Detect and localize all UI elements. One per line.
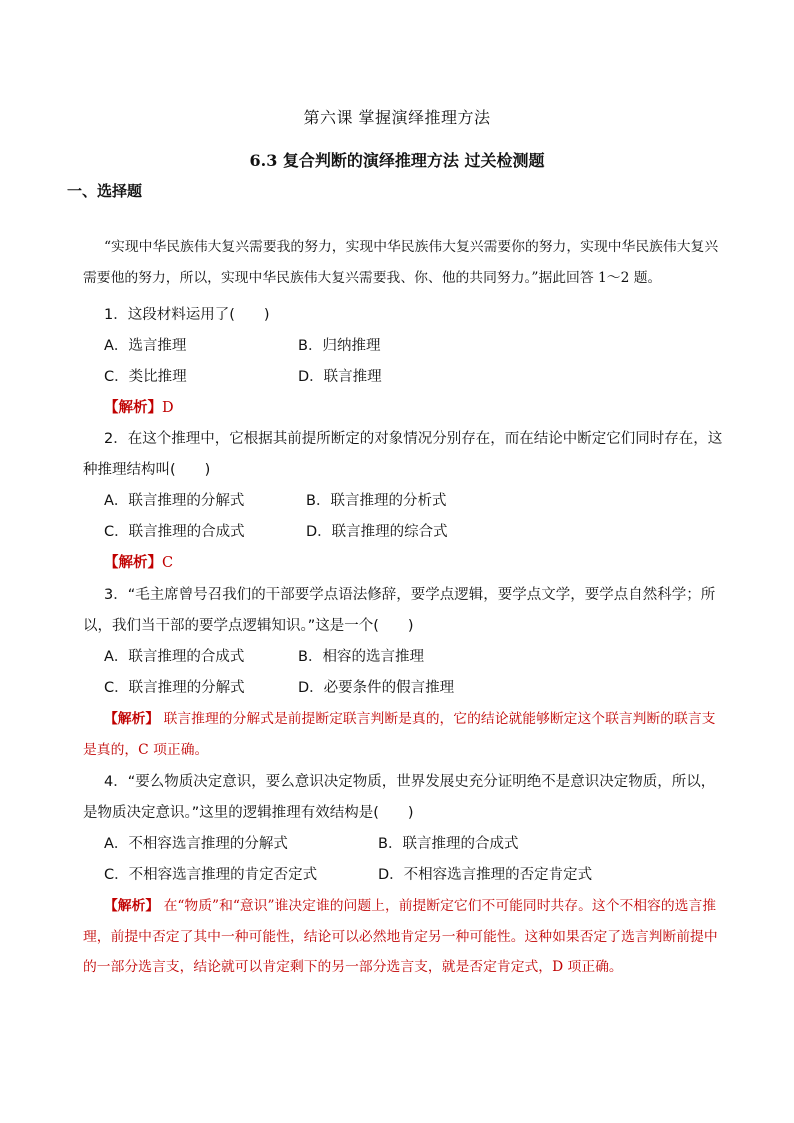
question-4-option-b: B．联言推理的合成式 bbox=[378, 836, 519, 852]
explanation-text: 在“物质”和“意识”谁决定谁的问题上，前提断定它们不可能同时共存。这个不相容的选言推理，前提中否定了其中一种可能性，结论可以必然地肯定另一种可能性。这种如果否定了选言判断前提中的一部分选言支，结论就可以肯定剩下的另一部分选言支，就是否定肯定式，D 项正确。 bbox=[83, 898, 718, 975]
question-3-option-c: C．联言推理的分解式 bbox=[104, 680, 245, 696]
question-2-option-b: B．联言推理的分析式 bbox=[306, 493, 447, 509]
question-1-option-d: D．联言推理 bbox=[298, 369, 382, 385]
section-heading: 一、选择题 bbox=[67, 182, 143, 200]
analysis-tag: 【解析】 bbox=[104, 711, 160, 727]
question-1-option-a: A．选言推理 bbox=[104, 338, 187, 354]
answer-value: C bbox=[162, 555, 174, 571]
analysis-tag: 【解析】 bbox=[104, 399, 162, 416]
question-4-option-d: D．不相容选言推理的否定肯定式 bbox=[378, 867, 593, 883]
analysis-tag: 【解析】 bbox=[104, 898, 160, 914]
question-4-explanation bbox=[83, 891, 729, 983]
question-3-option-a: A．联言推理的合成式 bbox=[104, 649, 245, 665]
question-1-option-c: C．类比推理 bbox=[104, 369, 187, 385]
question-3-option-b: B．相容的选言推理 bbox=[298, 649, 424, 665]
question-3-text: 3．“毛主席曾号召我们的干部要学点语法修辞，要学点逻辑，要学点文学，要学点自然科学；所以，我们当干部的要学点逻辑知识。”这是一个( ) bbox=[83, 587, 716, 634]
material-passage bbox=[83, 232, 729, 293]
question-2-stem bbox=[83, 424, 729, 485]
material-text: “实现中华民族伟大复兴需要我的努力，实现中华民族伟大复兴需要你的努力，实现中华民族伟大复兴需要他的努力，所以，实现中华民族伟大复兴需要我、你、他的共同努力。”据此回答 1～2 题。 bbox=[83, 239, 719, 286]
question-4-stem bbox=[83, 767, 729, 828]
question-1-option-b: B．归纳推理 bbox=[298, 338, 381, 354]
lesson-title: 第六课 掌握演绎推理方法 bbox=[303, 108, 491, 127]
question-3-option-d: D．必要条件的假言推理 bbox=[298, 680, 455, 696]
explanation-text: 联言推理的分解式是前提断定联言判断是真的，它的结论就能够断定这个联言判断的联言支是真的，C 项正确。 bbox=[83, 711, 716, 758]
question-4-option-a: A．不相容选言推理的分解式 bbox=[104, 836, 288, 852]
question-2-option-c: C．联言推理的合成式 bbox=[104, 524, 245, 540]
question-1-answer bbox=[104, 398, 174, 418]
question-3-stem bbox=[83, 580, 729, 641]
question-3-explanation bbox=[83, 704, 729, 765]
question-1-stem: 1．这段材料运用了( ) bbox=[104, 307, 270, 323]
question-2-answer bbox=[104, 553, 173, 573]
question-4-option-c: C．不相容选言推理的肯定否定式 bbox=[104, 867, 318, 883]
question-2-option-a: A．联言推理的分解式 bbox=[104, 493, 245, 509]
analysis-tag: 【解析】 bbox=[104, 554, 162, 571]
worksheet-title: 6.3 复合判断的演绎推理方法 过关检测题 bbox=[249, 151, 545, 170]
question-2-option-d: D．联言推理的综合式 bbox=[306, 524, 448, 540]
question-4-text: 4．“要么物质决定意识，要么意识决定物质，世界发展史充分证明绝不是意识决定物质，所以，是物质决定意识。”这里的逻辑推理有效结构是( ) bbox=[83, 774, 716, 821]
answer-value: D bbox=[162, 400, 174, 416]
question-2-text: 2．在这个推理中，它根据其前提所断定的对象情况分别存在，而在结论中断定它们同时存在，这种推理结构叫( ) bbox=[83, 431, 723, 478]
